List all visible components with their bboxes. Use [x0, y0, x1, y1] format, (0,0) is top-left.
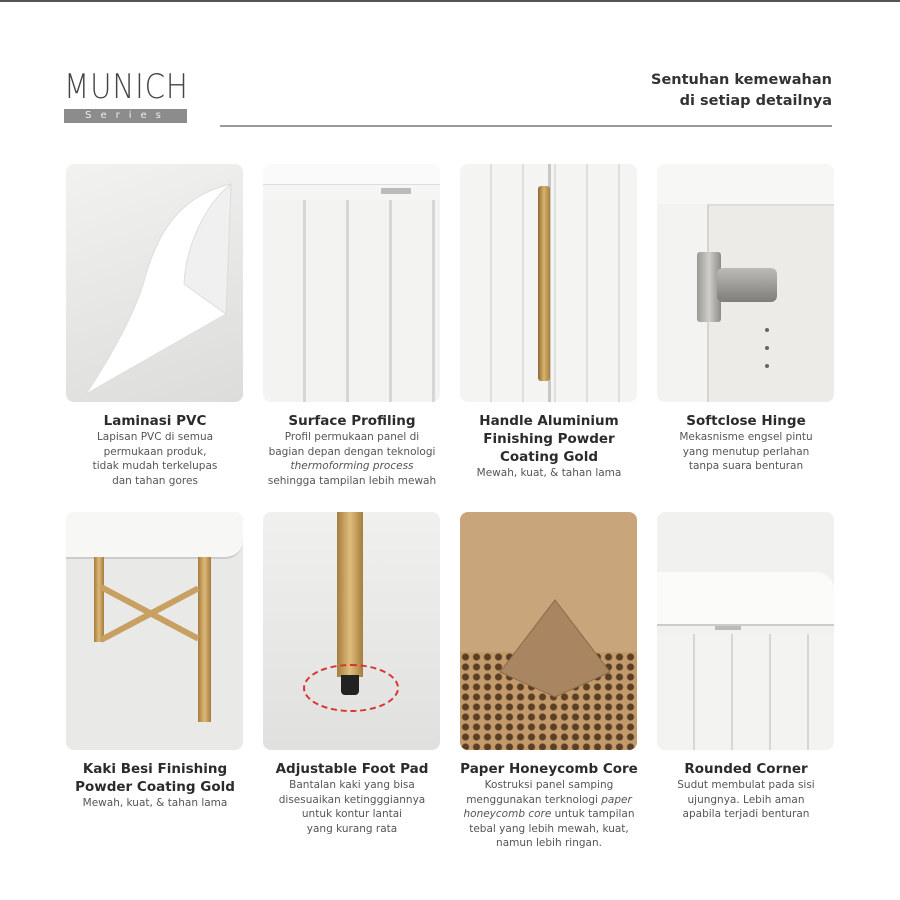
italic-term: thermoforming process — [290, 460, 414, 472]
feature-description-line — [55, 430, 255, 445]
hinge-image — [657, 164, 834, 402]
feature-card-handle-aluminium — [460, 164, 637, 481]
tagline-line: Sentuhan kemewahan — [651, 72, 832, 88]
description-text: tanpa suara benturan — [688, 460, 804, 472]
description-text: apabila terjadi benturan — [682, 808, 810, 820]
feature-description-line — [252, 822, 452, 837]
tagline-line: di setiap detailnya — [679, 93, 832, 109]
feature-description-line — [449, 778, 649, 793]
feature-text — [252, 412, 452, 488]
feature-description-line — [449, 822, 649, 837]
description-text: menggunakan terknologi — [466, 793, 602, 806]
feature-card-kaki-besi — [66, 512, 243, 811]
description-text: permukaan produk, — [103, 445, 207, 458]
feature-description-line — [252, 793, 452, 808]
pvc-sheet-image — [66, 164, 243, 402]
feature-description-line — [252, 445, 452, 460]
surface-profiling-image — [263, 164, 440, 402]
feature-description-line — [449, 836, 649, 851]
gold-handle — [538, 186, 550, 381]
feature-text — [55, 412, 255, 488]
description-text: yang menutup perlahan — [682, 445, 810, 458]
description-text: ujungnya. Lebih aman — [687, 793, 805, 806]
feature-description-line — [55, 459, 255, 474]
feature-title: Surface Profiling — [288, 413, 416, 429]
description-text: namun lebih ringan. — [496, 837, 602, 849]
feature-description-line — [646, 778, 846, 793]
description-text: untuk kontur lantai — [301, 808, 403, 820]
description-text: untuk tampilan — [551, 808, 635, 820]
feature-title: Powder Coating Gold — [75, 779, 235, 795]
feature-text — [449, 412, 649, 481]
feature-text — [646, 760, 846, 822]
feature-description-line — [252, 778, 452, 793]
italic-term: paper — [601, 793, 632, 806]
feature-card-surface-profiling — [263, 164, 440, 488]
feature-text — [449, 760, 649, 851]
description-text: yang kurang rata — [306, 822, 398, 835]
description-text: Bantalan kaki yang bisa — [289, 779, 415, 791]
description-text: Mewah, kuat, & tahan lama — [82, 797, 228, 809]
feature-description-line — [55, 474, 255, 489]
brand-name: MUNICH — [64, 67, 189, 107]
description-text: Lapisan PVC di semua — [96, 431, 214, 443]
description-text: dan tahan gores — [112, 474, 198, 487]
feature-card-laminasi-pvc — [66, 164, 243, 488]
feature-description-line — [252, 430, 452, 445]
feature-description-line — [449, 793, 649, 808]
rounded-corner-image — [657, 512, 834, 750]
feature-description-line — [646, 445, 846, 460]
description-text: Mewah, kuat, & tahan lama — [476, 467, 622, 479]
description-text: tidak mudah terkelupas — [92, 460, 218, 472]
feature-title: Finishing Powder — [483, 431, 615, 447]
feature-title: Coating Gold — [500, 449, 598, 465]
feature-title: Rounded Corner — [684, 761, 808, 777]
description-text: Profil permukaan panel di — [284, 431, 420, 443]
feature-title: Paper Honeycomb Core — [460, 761, 638, 777]
brand-sub: Series — [64, 109, 187, 123]
feature-card-adjustable-foot-pad — [263, 512, 440, 836]
italic-term: honeycomb core — [463, 808, 552, 820]
header-divider — [220, 125, 832, 127]
description-text: disesuaikan ketingggiannya — [278, 793, 426, 806]
steel-legs-image — [66, 512, 243, 750]
description-text: Sudut membulat pada sisi — [677, 779, 815, 791]
feature-text — [646, 412, 846, 474]
feature-text — [55, 760, 255, 811]
feature-description-line — [449, 807, 649, 822]
tagline — [651, 70, 832, 112]
feature-description-line — [55, 445, 255, 460]
feature-title: Handle Aluminium — [479, 413, 619, 429]
foot-pad-image — [263, 512, 440, 750]
description-text: Mekasnisme engsel pintu — [679, 431, 813, 443]
description-text: Kostruksi panel samping — [484, 779, 614, 791]
feature-title: Laminasi PVC — [103, 413, 207, 429]
feature-text — [252, 760, 452, 836]
feature-description-line — [646, 807, 846, 822]
feature-card-paper-honeycomb-core — [460, 512, 637, 851]
brand-logo — [64, 67, 189, 123]
highlight-circle — [303, 664, 399, 712]
paper-curl-icon — [66, 164, 243, 402]
feature-description-line — [252, 459, 452, 474]
description-text: tebal yang lebih mewah, kuat, — [469, 822, 629, 835]
feature-description-line — [252, 474, 452, 489]
feature-title: Adjustable Foot Pad — [275, 761, 429, 777]
feature-description-line — [55, 796, 255, 811]
feature-description-line — [252, 807, 452, 822]
feature-description-line — [646, 430, 846, 445]
description-text: sehingga tampilan lebih mewah — [267, 474, 437, 487]
feature-card-softclose-hinge — [657, 164, 834, 474]
honeycomb-image — [460, 512, 637, 750]
feature-title: Kaki Besi Finishing — [82, 761, 228, 777]
description-text: bagian depan dengan teknologi — [268, 445, 436, 458]
feature-description-line — [646, 793, 846, 808]
feature-description-line — [449, 466, 649, 481]
top-border — [0, 0, 900, 2]
feature-description-line — [646, 459, 846, 474]
feature-card-rounded-corner — [657, 512, 834, 822]
feature-title: Softclose Hinge — [686, 413, 806, 429]
handle-image — [460, 164, 637, 402]
